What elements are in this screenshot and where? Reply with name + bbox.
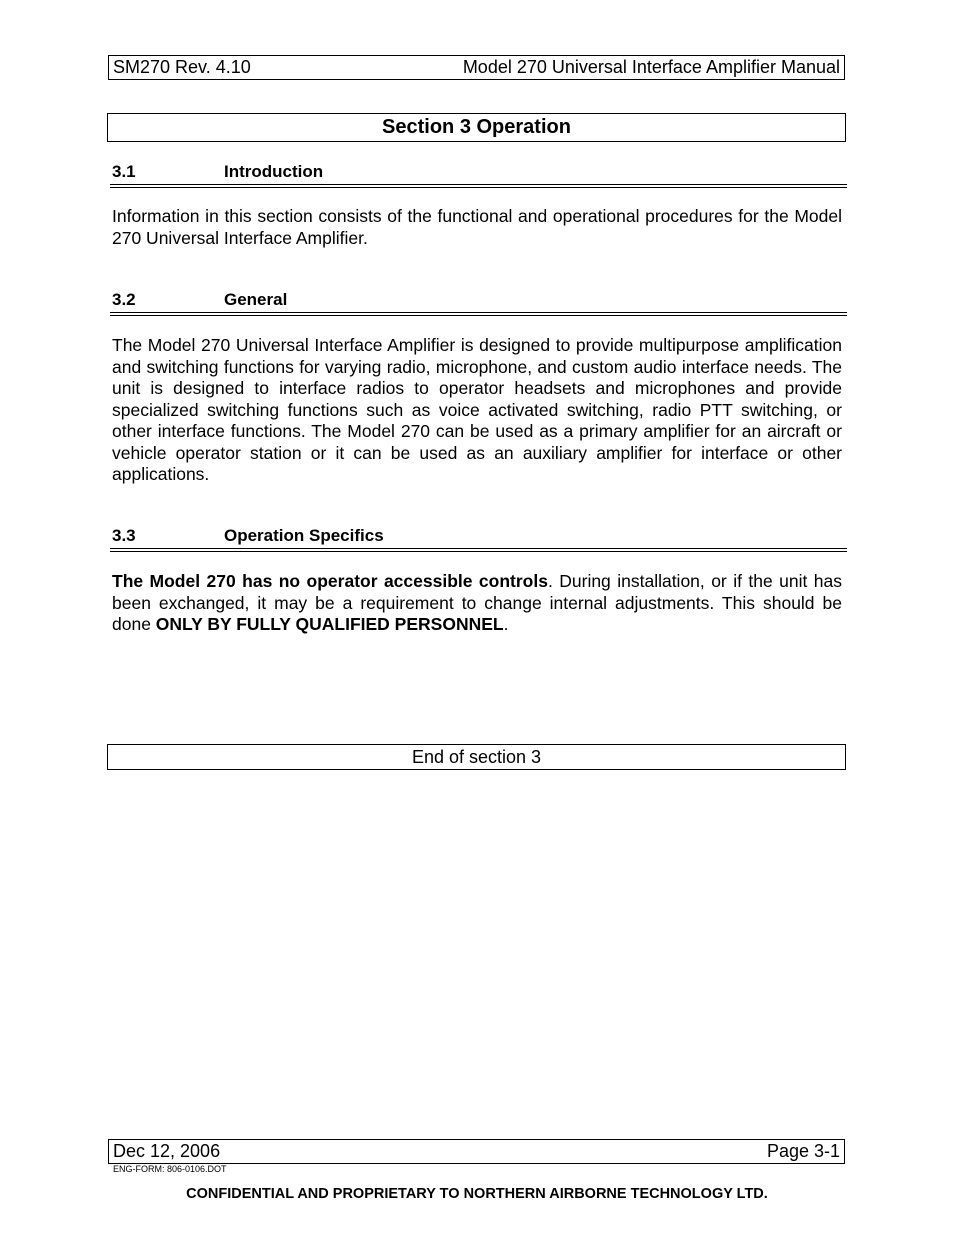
qualified-personnel-warning: ONLY BY FULLY QUALIFIED PERSONNEL [155, 614, 504, 634]
section-title-text: Section 3 Operation [382, 116, 571, 138]
end-of-section-text: End of section 3 [411, 746, 542, 767]
subsection-heading-operation-specifics [112, 526, 845, 550]
operation-specifics-paragraph [112, 571, 842, 636]
paragraph-text: . [503, 614, 509, 634]
form-identifier: ENG-FORM: 806-0106.DOT [113, 1164, 227, 1174]
subsection-title: General [224, 290, 288, 309]
subsection-title: Introduction [224, 162, 324, 181]
heading-rule [110, 548, 847, 549]
document-revision: SM270 Rev. 4.10 [113, 57, 251, 77]
heading-rule [110, 315, 847, 316]
paragraph-text: . During installation, or if the unit has been exchanged, it may be a requirement to change internal adjustments. This should be done [112, 571, 842, 634]
subsection-number: 3.1 [112, 162, 136, 181]
confidentiality-notice: CONFIDENTIAL AND PROPRIETARY TO NORTHERN AIRBORNE TECHNOLOGY LTD. [186, 1186, 768, 1202]
heading-rule [110, 187, 847, 188]
heading-rule [110, 551, 847, 552]
subsection-number: 3.2 [112, 290, 136, 309]
heading-rule [110, 312, 847, 313]
page-footer [108, 1139, 845, 1164]
general-paragraph: The Model 270 Universal Interface Amplifier is designed to provide multipurpose amplification and switching functions for varying radio, microphone, and custom audio interface needs. The unit is designed to interface radios to operator headsets and microphones and provide specialized switching functions such as voice activated switching, radio PTT switching, or other interface functions. The Model 270 can be used as a primary amplifier for an aircraft or vehicle operator station or it can be used as an auxiliary amplifier for interface or other applications. [112, 335, 842, 484]
section-title [107, 113, 846, 142]
subsection-title: Operation Specifics [224, 526, 384, 545]
subsection-heading-introduction [112, 162, 845, 186]
subsection-heading-general [112, 290, 845, 314]
manual-title: Model 270 Universal Interface Amplifier Manual [462, 57, 840, 77]
introduction-paragraph: Information in this section consists of the functional and operational procedures for the Model 270 Universal Interface Amplifier. [112, 206, 842, 248]
footer-date: Dec 12, 2006 [113, 1141, 221, 1161]
page-header [108, 55, 845, 80]
end-of-section-box [107, 744, 846, 770]
heading-rule [110, 184, 847, 185]
page-number: Page 3-1 [766, 1141, 840, 1161]
subsection-number: 3.3 [112, 526, 136, 545]
no-controls-statement: The Model 270 has no operator accessible controls [112, 571, 548, 591]
